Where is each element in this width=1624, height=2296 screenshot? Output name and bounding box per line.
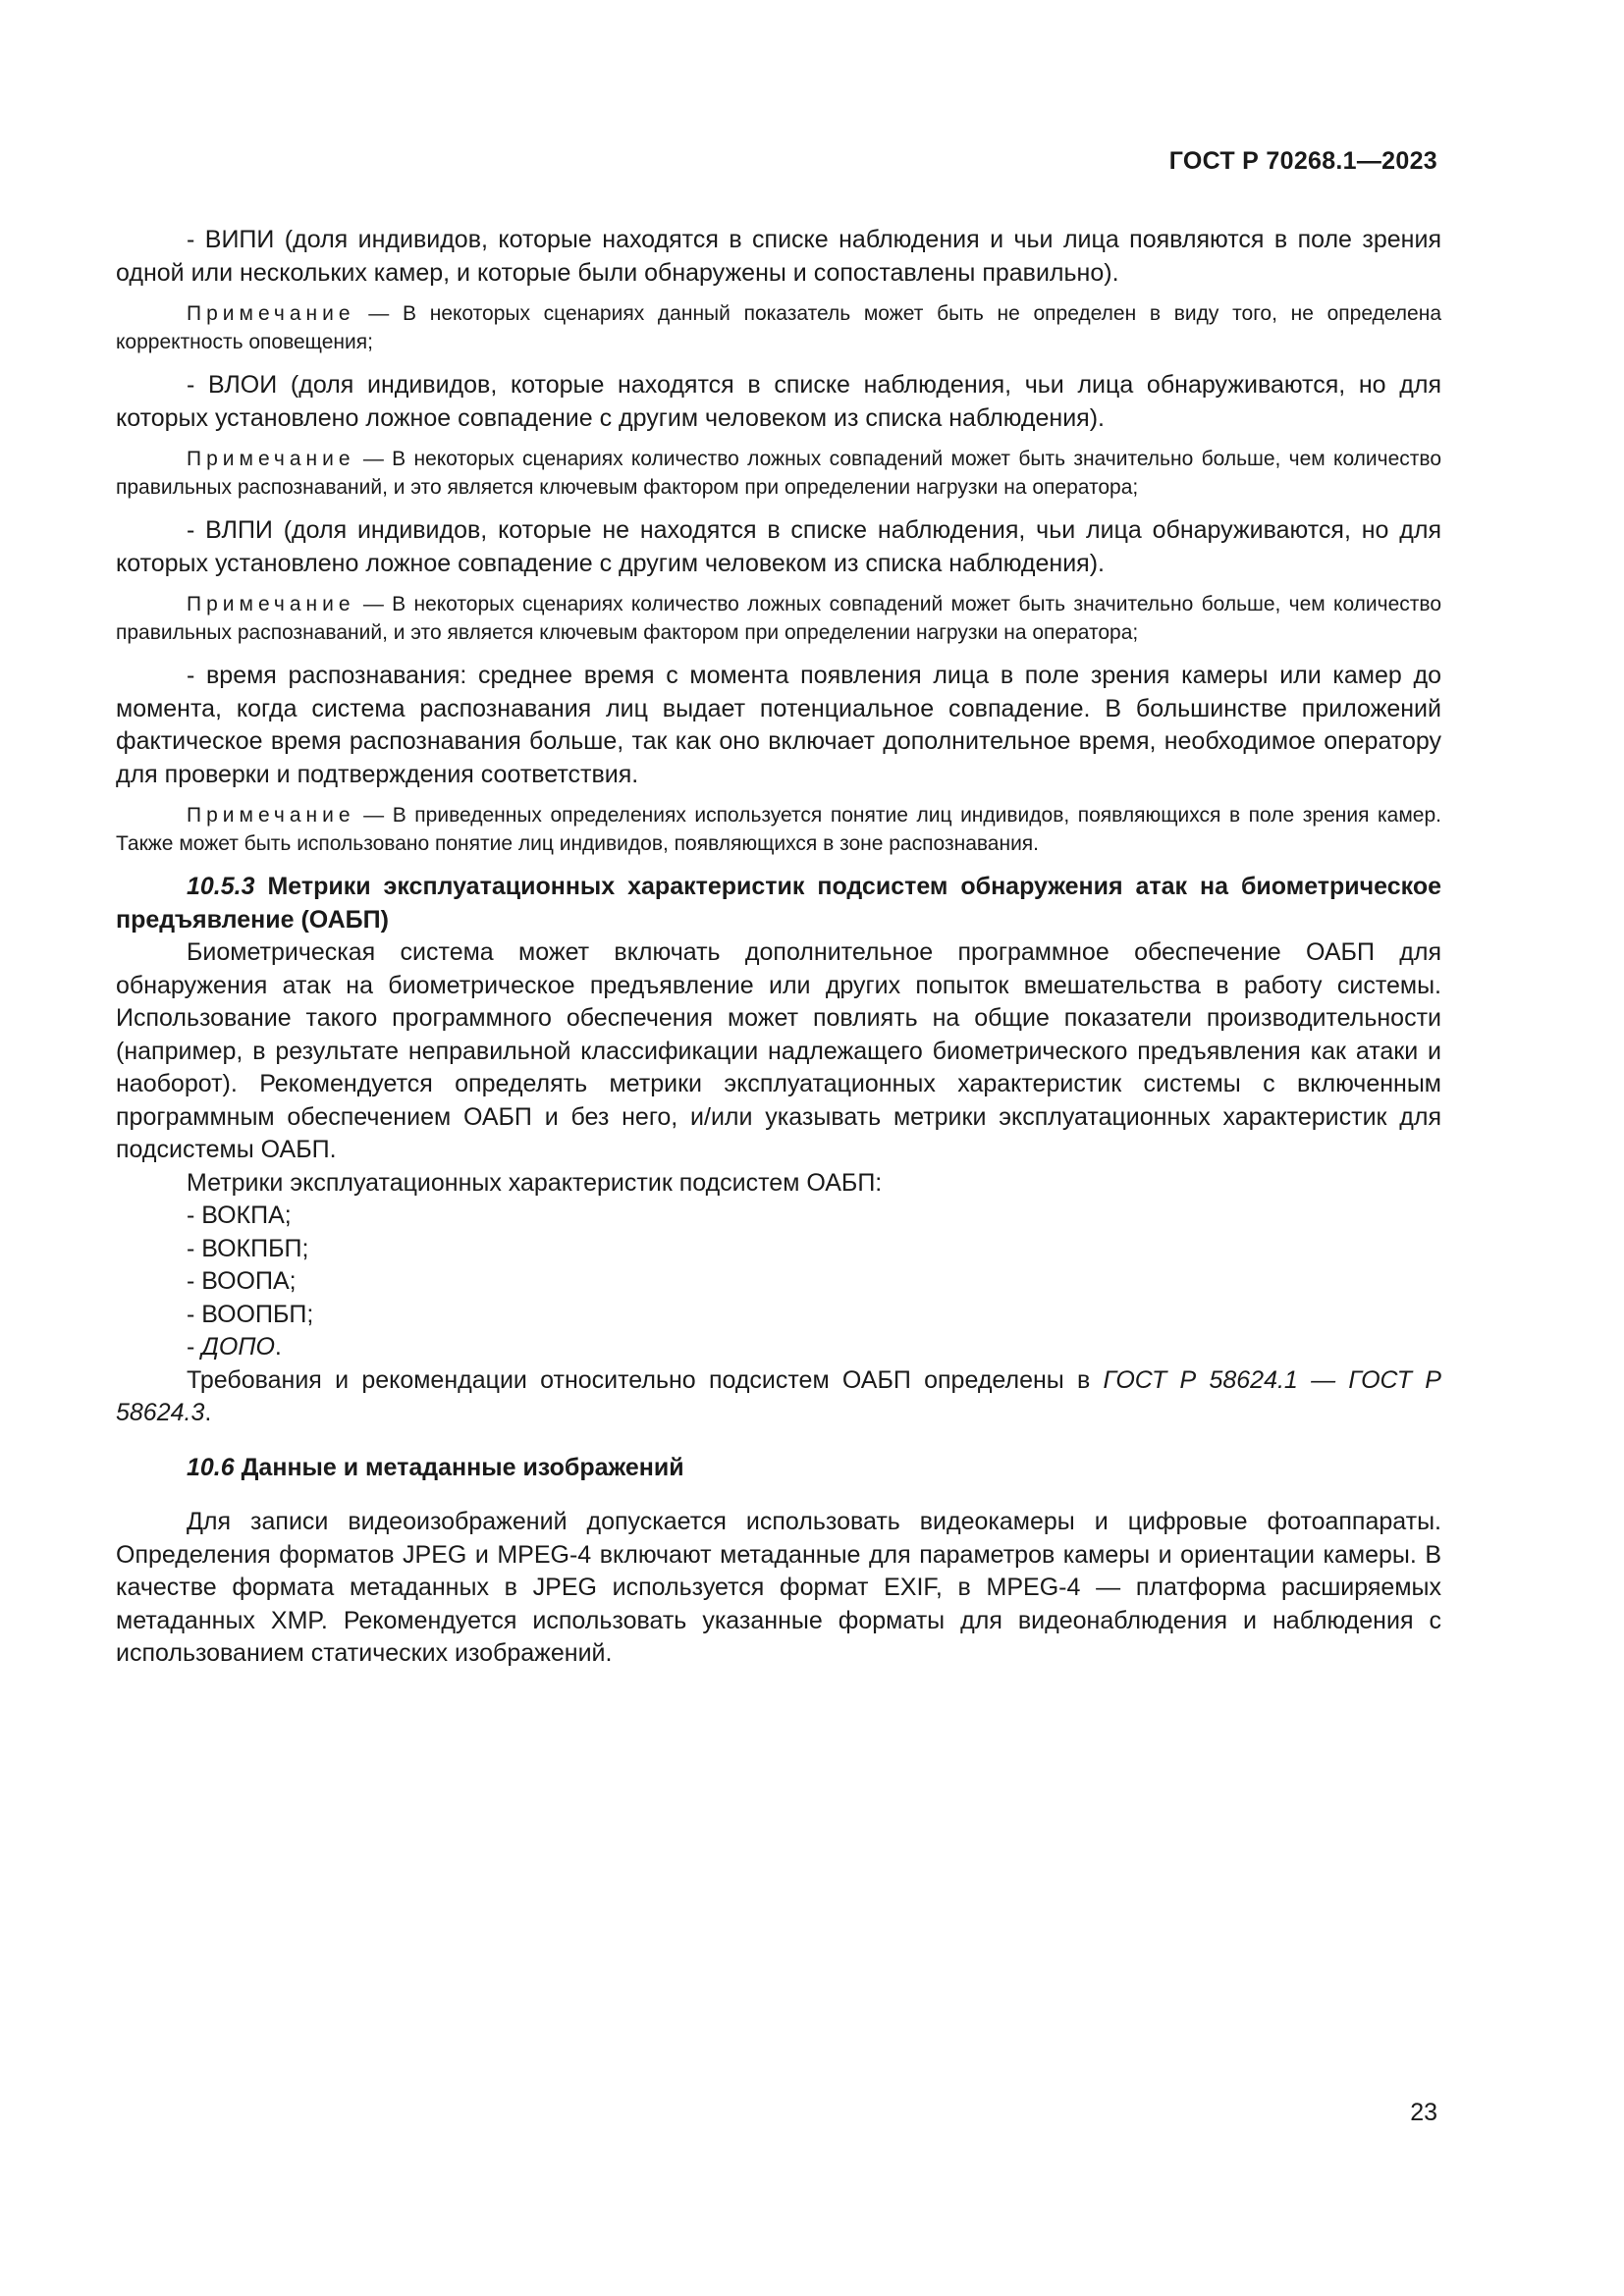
list-item-italic: ДОПО xyxy=(201,1333,275,1361)
section-10-5-3-heading xyxy=(116,871,1441,936)
note-label: Примечание xyxy=(187,302,355,325)
note-text: — В некоторых сценариях количество ложных совпадений может быть значительно больше, чем количество правильных распознаваний, и это является ключевым фактором при определении нагрузки на оператора; xyxy=(116,593,1441,644)
list-item: - ВООПА; xyxy=(187,1267,297,1295)
note-text: — В некоторых сценариях количество ложных совпадений может быть значительно больше, чем количество правильных распознаваний, и это является ключевым фактором при определении нагрузки на оператора; xyxy=(116,448,1441,499)
note-text: — В некоторых сценариях данный показатель может быть не определен в виду того, не определена корректность оповещения; xyxy=(116,302,1441,353)
metrics-list-intro: Метрики эксплуатационных характеристик подсистем ОАБП: xyxy=(187,1168,883,1197)
section-10-6-paragraph: Для записи видеоизображений допускается использовать видеокамеры и цифровые фотоаппараты. Определения форматов JPEG и MPEG-4 включают метаданные для параметров камеры и ориентации камеры. В качестве формата метаданных в JPEG используется формат EXIF, в MPEG-4 — платформа расширяемых метаданных XMP. Рекомендуется использовать указанные форматы для видеонаблюдения и наблюдения с использованием статических изображений. xyxy=(116,1508,1441,1667)
list-item: - ВОКПБП; xyxy=(187,1234,309,1262)
section-number: 10.5.3 xyxy=(187,873,255,900)
requirements-paragraph: Требования и рекомендации относительно подсистем ОАБП определены в ГОСТ Р 58624.1 — ГОСТ Р 58624.3. xyxy=(116,1365,1441,1426)
section-title: Метрики эксплуатационных характеристик подсистем обнаружения атак на биометрическое предъявление (ОАБП) xyxy=(116,873,1441,934)
list-item: - ВОКПА; xyxy=(187,1201,292,1229)
section-number: 10.6 xyxy=(187,1453,235,1481)
note-4 xyxy=(116,802,1441,858)
list-item: - ДОПО. xyxy=(187,1333,282,1361)
bullet-recognition-time: - время распознавания: среднее время с момента появления лица в поле зрения камеры или камер до момента, когда система распознавания лиц выдает потенциальное совпадение. В большинстве приложений фактическое время распознавания больше, так как оно включает дополнительное время, необходимое оператору для проверки и подтверждения соответствия. xyxy=(116,662,1441,788)
note-label: Примечание xyxy=(187,593,355,615)
section-10-6-heading xyxy=(116,1452,1441,1485)
bullet-vloi: - ВЛОИ (доля индивидов, которые находятся в списке наблюдения, чьи лица обнаруживаются, но для которых установлено ложное совпадение с другим человеком из списка наблюдения). xyxy=(116,371,1441,432)
section-10-5-3-paragraph: Биометрическая система может включать дополнительное программное обеспечение ОАБП для обнаружения атак на биометрическое предъявление или других попыток вмешательства в работу системы. Использование такого программного обеспечения может повлиять на общие показатели производительности (например, в результате неправильной классификации надлежащего биометрического предъявления как атаки и наоборот). Рекомендуется определять метрики эксплуатационных характеристик системы с включенным программным обеспечением ОАБП и без него, и/или указывать метрики эксплуатационных характеристик для подсистемы ОАБП. xyxy=(116,938,1441,1163)
standard-reference: ГОСТ Р 58624.1 — ГОСТ Р 58624.3 xyxy=(116,1365,1441,1426)
document-code: ГОСТ Р 70268.1—2023 xyxy=(1168,147,1437,175)
bullet-vlpi: - ВЛПИ (доля индивидов, которые не находятся в списке наблюдения, чьи лица обнаруживаются, но для которых установлено ложное совпадение с другим человеком из списка наблюдения). xyxy=(116,516,1441,577)
bullet-vipi: - ВИПИ (доля индивидов, которые находятся в списке наблюдения и чьи лица появляются в поле зрения одной или нескольких камер, и которые были обнаружены и сопоставлены правильно). xyxy=(116,226,1441,287)
note-label: Примечание xyxy=(187,448,355,470)
note-3 xyxy=(116,591,1441,647)
list-item: - ВООПБП; xyxy=(187,1300,314,1328)
page-number: 23 xyxy=(1410,2099,1437,2126)
note-text: — В приведенных определениях используется понятие лиц индивидов, появляющихся в поле зрения камер. Также может быть использовано понятие лиц индивидов, появляющихся в зоне распознавания. xyxy=(116,804,1441,855)
section-title: Данные и метаданные изображений xyxy=(241,1453,684,1481)
note-1 xyxy=(116,300,1441,356)
note-2 xyxy=(116,446,1441,502)
page-body xyxy=(116,224,1441,1671)
note-label: Примечание xyxy=(187,804,355,827)
